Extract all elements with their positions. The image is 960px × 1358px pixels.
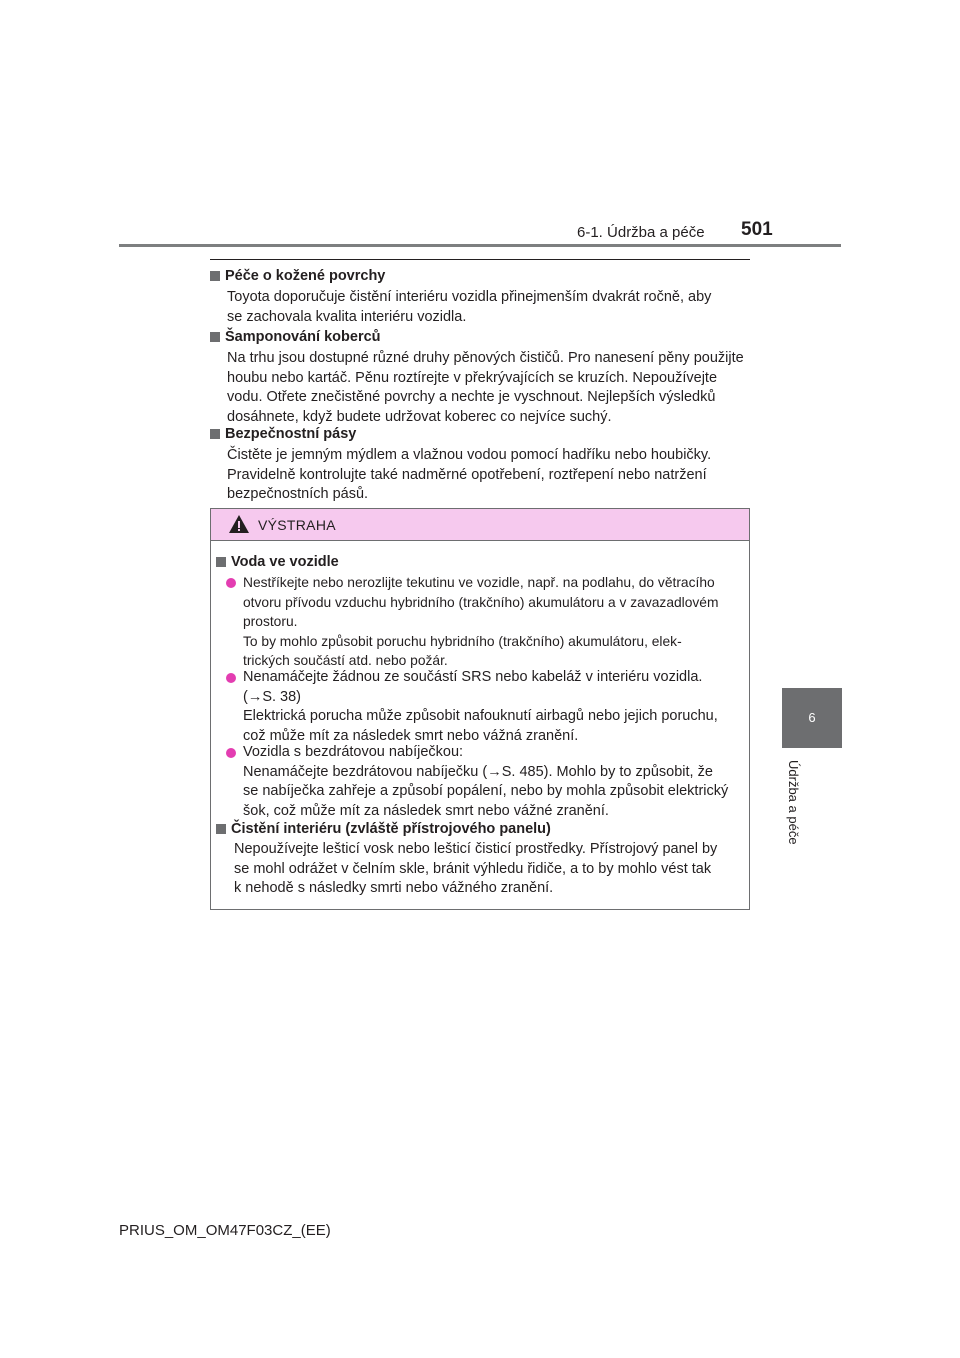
text-line: se nabíječka zahřeje a způsobí popálení, nebo by mohla způsobit elektrický — [243, 783, 729, 799]
circle-bullet-icon — [226, 673, 236, 683]
text-line: vodu. Otřete znečistěné povrchy a nechte je vyschnout. Nejlepších výsledků — [227, 389, 716, 405]
chapter-title: Údržba a péče — [786, 760, 801, 845]
warning-section-text — [234, 840, 742, 899]
text-line: Nestříkejte nebo nerozlijte tekutinu ve vozidle, např. na podlahu, do větracího — [243, 575, 715, 590]
text-line: Toyota doporučuje čistění interiéru vozidla přinejmenším dvakrát ročně, aby — [227, 289, 712, 305]
square-bullet-icon — [216, 824, 226, 834]
chapter-tab — [782, 688, 842, 748]
chapter-number: 6 — [808, 710, 816, 725]
text-line: dosáhnete, když budete udržovat koberec co nejvíce suchý. — [227, 408, 612, 425]
section-seatbelts — [210, 424, 755, 505]
warning-section-title: Čistění interiéru (zvláště přístrojového panelu) — [231, 821, 551, 837]
warning-box — [210, 508, 750, 910]
section-text — [227, 446, 755, 505]
warning-section-heading — [216, 819, 746, 839]
warning-section-heading — [216, 552, 746, 572]
text-line: se zachovala kvalita interiéru vozidla. — [227, 308, 467, 325]
text-line: Nenamáčejte žádnou ze součástí SRS nebo kabeláž v interiéru vozidla. — [243, 669, 703, 685]
text-line: prostoru. — [243, 614, 298, 629]
square-bullet-icon — [210, 429, 220, 439]
bullet-item — [226, 743, 746, 821]
header-section-title: 6-1. Údržba a péče — [577, 224, 705, 241]
text-line: šok, což může mít za následek smrt nebo vážné zranění. — [243, 802, 609, 819]
text-line: Nenamáčejte bezdrátovou nabíječku (→S. 485). Mohlo by to způsobit, že — [243, 763, 713, 780]
footer-doc-id: PRIUS_OM_OM47F03CZ_(EE) — [119, 1222, 331, 1239]
bullet-item — [226, 668, 746, 746]
warning-triangle-icon — [228, 514, 250, 534]
section-title: Šamponování koberců — [225, 329, 381, 345]
section-title: Bezpečnostní pásy — [225, 426, 357, 442]
warning-label: VÝSTRAHA — [258, 517, 336, 533]
warning-section-interior — [216, 819, 746, 899]
bullet-text — [243, 743, 746, 821]
warning-header — [211, 509, 749, 541]
warning-section-water — [216, 552, 746, 572]
text-line: k nehodě s následky smrti nebo vážného zranění. — [234, 880, 554, 896]
section-text — [227, 288, 755, 327]
circle-bullet-icon — [226, 748, 236, 758]
content-top-rule — [210, 259, 750, 260]
section-heading — [210, 266, 755, 286]
section-heading — [210, 327, 755, 347]
bullet-text — [243, 668, 746, 746]
text-line: Nepoužívejte lešticí vosk nebo lešticí čisticí prostředky. Přístrojový panel by — [234, 841, 718, 857]
header-rule — [119, 244, 841, 247]
section-leather — [210, 266, 755, 327]
circle-bullet-icon — [226, 578, 236, 588]
text-line: což může mít za následek smrt nebo vážná zranění. — [243, 727, 579, 744]
square-bullet-icon — [216, 557, 226, 567]
page-number: 501 — [741, 219, 773, 240]
text-line: Čistěte je jemným mýdlem a vlažnou vodou pomocí hadříku nebo houbičky. — [227, 447, 712, 463]
section-text — [227, 349, 755, 427]
text-line: bezpečnostních pásů. — [227, 486, 369, 502]
chapter-title-vertical — [784, 760, 804, 870]
text-line: se mohl odrážet v čelním skle, bránit výhledu řidiče, a to by mohlo vést tak — [234, 860, 712, 877]
square-bullet-icon — [210, 271, 220, 281]
text-line: otvoru přívodu vzduchu hybridního (trakčního) akumulátoru a v zavazadlovém — [243, 594, 719, 610]
text-line: Elektrická porucha může způsobit nafouknutí airbagů nebo jejich poruchu, — [243, 708, 718, 724]
text-line: Na trhu jsou dostupné různé druhy pěnových čističů. Pro nanesení pěny použijte — [227, 350, 744, 366]
section-title: Péče o kožené povrchy — [225, 268, 386, 284]
section-heading — [210, 424, 755, 444]
text-line: Pravidelně kontrolujte také nadměrné opotřebení, roztřepení nebo natržení — [227, 466, 707, 483]
bullet-item — [226, 573, 746, 671]
text-line: trických součástí atd. nebo požár. — [243, 653, 448, 668]
text-line: (→S. 38) — [243, 688, 302, 705]
square-bullet-icon — [210, 332, 220, 342]
text-line: houbu nebo kartáč. Pěnu roztírejte v překrývajících se kruzích. Nepoužívejte — [227, 369, 718, 386]
text-line: To by mohlo způsobit poruchu hybridního (trakčního) akumulátoru, elek- — [243, 633, 682, 649]
warning-section-title: Voda ve vozidle — [231, 554, 339, 570]
section-carpet — [210, 327, 755, 427]
bullet-text — [243, 573, 746, 671]
text-line: Vozidla s bezdrátovou nabíječkou: — [243, 744, 464, 760]
